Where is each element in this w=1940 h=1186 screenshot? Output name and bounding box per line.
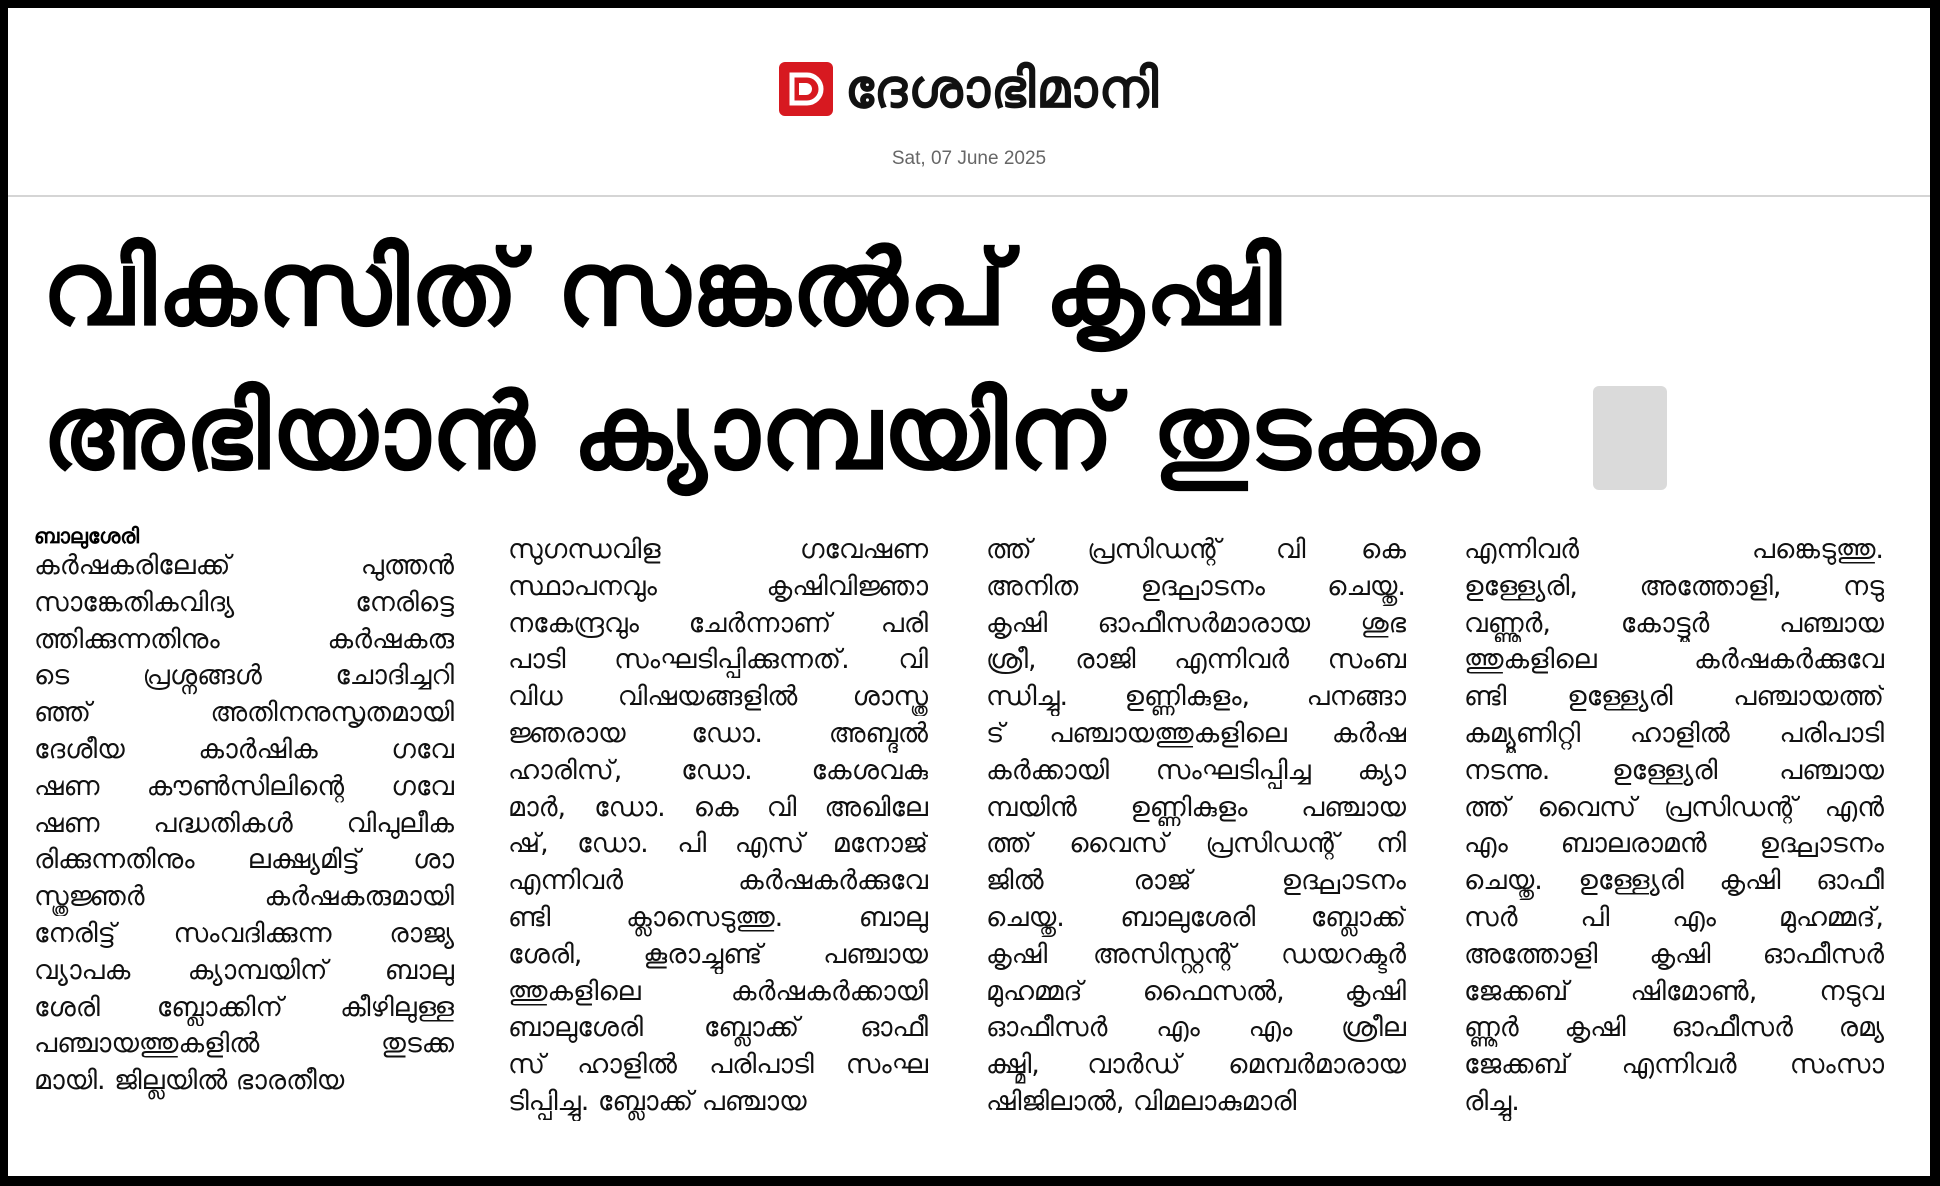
article-text-line: ഷ്, ഡോ. പി എസ് മനോജ് xyxy=(508,828,928,860)
article-text-line: ടിപ്പിച്ചു. ബ്ലോക്ക് പഞ്ചായ xyxy=(508,1085,807,1117)
article-text-line: ശേരി ബ്ലോക്കിന് കീഴിലുള്ള xyxy=(34,991,454,1023)
article-text-line: ചെയ്തു. ബാലുശേരി ബ്ലോക്ക് xyxy=(986,901,1406,933)
brand-name: ദേശാഭിമാനി xyxy=(844,57,1160,120)
publication-date: Sat, 07 June 2025 xyxy=(891,148,1047,169)
article-text-line: ചെയ്തു. ഉള്ള്യേരി കൃഷി ഓഫീ xyxy=(1464,865,1884,897)
article-text-line: ത്ത് പ്രസിഡന്റ് വി കെ xyxy=(986,534,1406,565)
article-text-line: ബാലുശേരി ബ്ലോക്ക് ഓഫീ xyxy=(508,1012,928,1044)
article-column-4 xyxy=(1464,532,1884,1121)
article-text-line: വിധ വിഷയങ്ങളിൽ ശാസ്ത്ര xyxy=(508,681,928,713)
article-text-line: ഞ്ഞ് അതിനനുസൃതമായി xyxy=(34,697,454,729)
article-text-line: പാടി സംഘടിപ്പിക്കുന്നത്. വി xyxy=(508,644,928,676)
article-text-line: വ്യാപക ക്യാമ്പയിന് ബാലു xyxy=(34,954,454,986)
article-text-line: കൃഷി അസിസ്റ്റന്റ് ഡയറക്ടർ xyxy=(986,938,1406,970)
article-text-line: കൃഷി ഓഫീസർമാരായ ശുഭ xyxy=(986,607,1406,639)
article-text-line: ജേക്കബ് ഷിമോൺ, നടുവ xyxy=(1464,975,1884,1007)
headline-line-1: വികസിത് സങ്കൽപ് കൃഷി xyxy=(42,227,1283,349)
article-text-line: സ്ഥാപനവും കൃഷിവിജ്ഞാ xyxy=(508,570,928,602)
deshabhimani-logo-icon xyxy=(779,62,833,116)
article-text-line: രിക്കുന്നതിനും ലക്ഷ്യമിട്ട് ശാ xyxy=(34,844,454,876)
article-column-2 xyxy=(508,532,928,1121)
article-text-line: ത്തുകളിലെ കർഷകർക്കുവേ xyxy=(1464,644,1884,676)
article-text-line: സർ പി എം മുഹമ്മദ്, xyxy=(1464,901,1884,933)
article-text-line: സാങ്കേതികവിദ്യ നേരിട്ടെ xyxy=(34,586,454,618)
article-column-1 xyxy=(34,548,454,1100)
article-text-line: ശ്രീ, രാജി എന്നിവർ സംബ xyxy=(986,644,1406,676)
article-text-line: ന്ധിച്ചു. ഉണ്ണികുളം, പനങ്ങാ xyxy=(986,681,1406,713)
article-text-line: ഷണ പദ്ധതികൾ വിപുലീക xyxy=(34,807,454,839)
watermark-icon xyxy=(1593,386,1667,490)
article-text-line: ഉള്ള്യേരി, അത്തോളി, നടു xyxy=(1464,570,1884,602)
article-text-line: ട് പഞ്ചായത്തുകളിലെ കർഷ xyxy=(986,717,1406,749)
article-text-line: ഷണ കൗൺസിലിന്റെ ഗവേ xyxy=(34,770,454,802)
newspaper-clipping xyxy=(8,8,1930,1176)
article-text-line: നകേന്ദ്രവും ചേർന്നാണ് പരി xyxy=(508,607,928,639)
article-text-line: മാർ, ഡോ. കെ വി അഖിലേ xyxy=(508,791,928,823)
article-text-line: ഹാരിസ്, ഡോ. കേശവകു xyxy=(508,754,928,786)
article-text-line: ജേക്കബ് എന്നിവർ സംസാ xyxy=(1464,1049,1884,1081)
article-text-line: ത്തിക്കുന്നതിനും കർഷകരു xyxy=(34,623,454,655)
article-text-line: സുഗന്ധവിള ഗവേഷണ xyxy=(508,534,928,565)
article-text-line: ത്ത് വൈസ് പ്രസിഡന്റ് നി xyxy=(986,828,1406,860)
article-text-line: മുഹമ്മദ് ഫൈസൽ, കൃഷി xyxy=(986,975,1406,1007)
article-text-line: ണ്ടി ഉള്ള്യേരി പഞ്ചായത്ത് xyxy=(1464,681,1884,713)
article-text-line: സ് ഹാളിൽ പരിപാടി സംഘ xyxy=(508,1049,928,1081)
brand-logo xyxy=(8,57,1930,120)
article-text-line: ടെ പ്രശ്നങ്ങൾ ചോദിച്ചറി xyxy=(34,660,454,692)
article-text-line: ണ്ടി ക്ലാസെടുത്തു. ബാലു xyxy=(508,901,928,933)
article-text-line: അത്തോളി കൃഷി ഓഫീസർ xyxy=(1464,938,1884,970)
article-text-line: ഓഫീസർ എം എം ശ്രീല xyxy=(986,1012,1406,1044)
article-text-line: ത്തുകളിലെ കർഷകർക്കായി xyxy=(508,975,928,1007)
masthead xyxy=(8,8,1930,197)
article-text-line: ശേരി, കൂരാച്ചുണ്ട് പഞ്ചായ xyxy=(508,938,928,970)
article-text-line: ണ്ണൂർ കൃഷി ഓഫീസർ രമ്യ xyxy=(1464,1012,1884,1044)
article-text-line: കർക്കായി സംഘടിപ്പിച്ച ക്യാ xyxy=(986,754,1406,786)
article-text-line: മ്പയിൻ ഉണ്ണികുളം പഞ്ചായ xyxy=(986,791,1406,823)
article-text-line: ക്ഷ്മി, വാർഡ് മെമ്പർമാരായ xyxy=(986,1049,1406,1081)
article-text-line: ജ്ഞരായ ഡോ. അബ്ദുൽ xyxy=(508,717,928,749)
headline-line-2: അഭിയാൻ ക്യാമ്പയിന് തുടക്കം xyxy=(42,371,1480,493)
article-text-line: രിച്ചു. xyxy=(1464,1085,1520,1117)
article-text-line: കർഷകരിലേക്ക് പുത്തൻ xyxy=(34,550,454,581)
article-text-line: എന്നിവർ പങ്കെടുത്തു. xyxy=(1464,534,1884,565)
article-text-line: നടന്നു. ഉള്ള്യേരി പഞ്ചായ xyxy=(1464,754,1884,786)
article-text-line: ജിൽ രാജ് ഉദ്ഘാടനം xyxy=(986,865,1406,897)
article-text-line: വണ്ണൂർ, കോട്ടൂർ പഞ്ചായ xyxy=(1464,607,1884,639)
article-text-line: അനിത ഉദ്ഘാടനം ചെയ്തു. xyxy=(986,570,1406,602)
article-text-line: മായി. ജില്ലയിൽ ഭാരതീയ xyxy=(34,1065,345,1097)
article-text-line: പഞ്ചായത്തുകളിൽ തുടക്ക xyxy=(34,1028,454,1060)
article-text-line: ദേശീയ കാർഷിക ഗവേ xyxy=(34,733,454,765)
article-text-line: നേരിട്ട് സംവദിക്കുന്ന രാജ്യ xyxy=(34,917,454,949)
article-text-line: സ്ത്രജ്ഞർ കർഷകരുമായി xyxy=(34,881,454,913)
byline: ബാലുശേരി xyxy=(34,524,140,548)
article-column-3 xyxy=(986,532,1406,1121)
article-text-line: എം ബാലരാമൻ ഉദ്ഘാടനം xyxy=(1464,828,1884,860)
article-text-line: എന്നിവർ കർഷകർക്കുവേ xyxy=(508,865,928,897)
article-text-line: ഷിജിലാൽ, വിമലാകുമാരി xyxy=(986,1085,1297,1117)
article-text-line: ത്ത് വൈസ് പ്രസിഡന്റ് എൻ xyxy=(1464,791,1884,823)
article-text-line: കമ്യൂണിറ്റി ഹാളിൽ പരിപാടി xyxy=(1464,717,1884,749)
